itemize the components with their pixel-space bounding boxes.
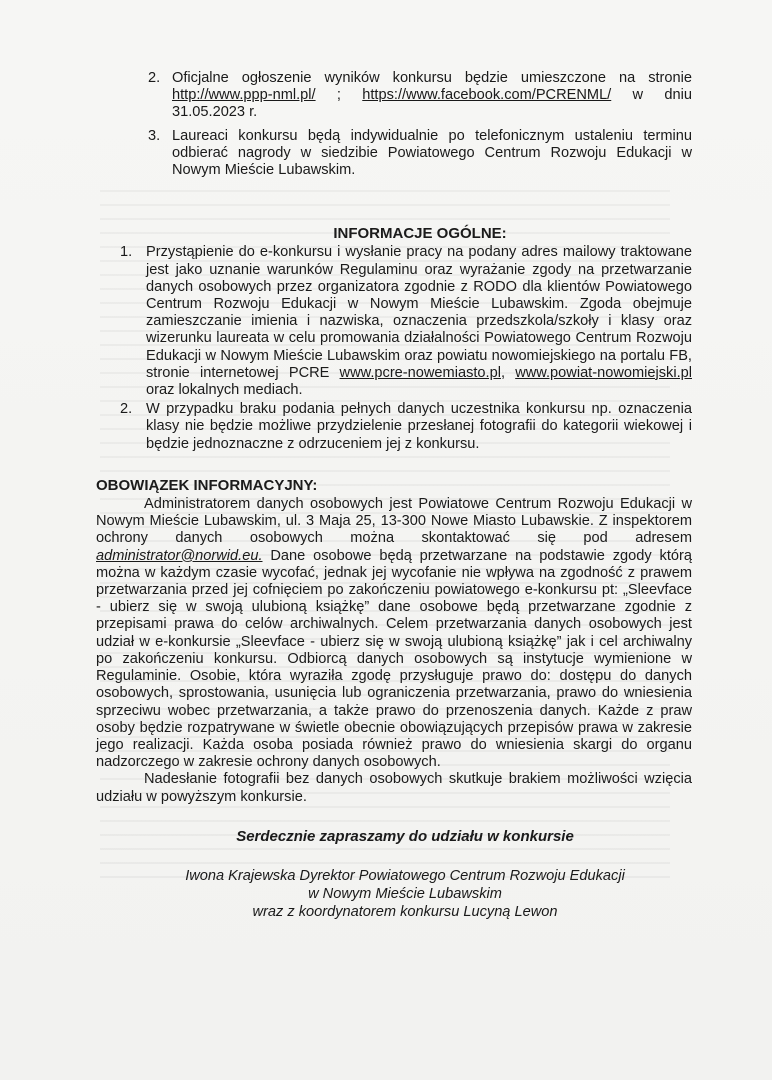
list-number: 1. xyxy=(120,244,133,261)
info-paragraph-2: Nadesłanie fotografii bez danych osobowych skutkuje brakiem możliwości wzięcia udziału w powyższym konkursie. xyxy=(96,771,692,805)
facebook-link[interactable]: https://www.facebook.com/PCRENML/ xyxy=(362,87,612,104)
list-item xyxy=(120,401,692,453)
list-number: 2. xyxy=(148,70,161,86)
info-obligation-title: OBOWIĄZEK INFORMACYJNY: xyxy=(96,476,318,494)
list-number: 2. xyxy=(120,401,133,418)
list-text: Oficjalne ogłoszenie wyników konkursu będzie umieszczone na stronie http://www.ppp-nml.pl/ ; https://www.facebook.com/PCRENML/ w dniu 31.05.2023 r. xyxy=(172,70,692,121)
ppp-nml-link[interactable]: http://www.ppp-nml.pl/ xyxy=(172,87,316,104)
results-list xyxy=(148,70,692,179)
list-text: Przystąpienie do e-konkursu i wysłanie pracy na podany adres mailowy traktowane jest jako uznanie warunków Regulaminu oraz wyrażanie zgody na przetwarzanie danych osobowych przez organizatora zgodnie z RODO dla klientów Powiatowego Centrum Rozwoju Edukacji w Nowym Mieście Lubawskim. Zgoda obejmuje zamieszczanie imienia i nazwiska, oznaczenia przedszkola/szkoły i klasy oraz wizerunku laureata w celu promowania działalności Powiatowego Centrum Rozwoju Edukacji w Nowym Mieście Lubawskim oraz powiatu nowomiejskiego na portalu FB, stronie internetowej PCRE www.pcre-nowemiasto.pl, www.powiat-nowomiejski.pl oraz lokalnych mediach. xyxy=(146,244,692,399)
pcre-link[interactable]: www.pcre-nowemiasto.pl xyxy=(339,364,501,381)
powiat-link[interactable]: www.powiat-nowomiejski.pl xyxy=(515,364,692,381)
invitation-line: Serdecznie zapraszamy do udziału w konkursie xyxy=(236,827,574,845)
email-link[interactable]: administrator@norwid.eu. xyxy=(96,547,263,564)
signature-block xyxy=(118,867,692,921)
list-number: 3. xyxy=(148,127,161,144)
signature-line: Iwona Krajewska Dyrektor Powiatowego Centrum Rozwoju Edukacji xyxy=(185,867,625,884)
general-info-title: INFORMACJE OGÓLNE: xyxy=(333,225,507,243)
list-item xyxy=(120,244,692,399)
list-text: W przypadku braku podania pełnych danych uczestnika konkursu np. oznaczenia klasy nie będzie możliwe przydzielenie przesłanej fotografii do kategorii wiekowej i będzie jednoznaczne z odrzuceniem jej z konkursu. xyxy=(146,401,692,452)
general-info-list xyxy=(120,244,692,452)
signature-line: w Nowym Mieście Lubawskim xyxy=(308,885,502,902)
info-paragraph: Administratorem danych osobowych jest Powiatowe Centrum Rozwoju Edukacji w Nowym Mieście Lubawskim, ul. 3 Maja 25, 13-300 Nowe Miasto Lubawskie. Z inspektorem ochrony danych osobowych można skontaktować się pod adresem administrator@norwid.eu. Dane osobowe będą przetwarzane na podstawie zgody którą można w każdym czasie wycofać, jednak jej wycofanie nie wpływa na zgodność z prawem przetwarzania przed jej cofnięciem po zakończeniu powiatowego e-konkursu pt: „Sleevface - ubierz się w swoją ulubioną książkę” dane osobowe będą przetwarzane zgodnie z przepisami prawa do celów archiwalnych. Celem przetwarzania danych osobowych jest udział w e-konkursie „Sleevface - ubierz się w swoją ulubioną książkę” jak i cel archiwalny po zakończeniu konkursu. Odbiorcą danych osobowych są instytucje wymienione w Regulaminie. Osobie, która wyraziła zgodę przysługuje prawo do: dostępu do danych osobowych, sprostowania, usunięcia lub ograniczenia przetwarzania, prawo do wniesienia sprzeciwu wobec przetwarzania, a także prawo do przenoszenia danych. Każde z praw osoby będzie rozpatrywane w świetle obecnie obowiązujących przepisów prawa w zakresie jego realizacji. Każda osoba posiada również prawo do wniesienia skargi do organu nadzorczego w zakresie ochrony danych osobowych. xyxy=(96,496,692,771)
list-item xyxy=(148,70,692,122)
signature-line: wraz z koordynatorem konkursu Lucyną Lewon xyxy=(252,903,558,920)
list-text: Laureaci konkursu będą indywidualnie po telefonicznym ustaleniu terminu odbierać nagrody w siedzibie Powiatowego Centrum Rozwoju Edukacji w Nowym Mieście Lubawskim. xyxy=(172,127,692,179)
list-item xyxy=(148,128,692,180)
